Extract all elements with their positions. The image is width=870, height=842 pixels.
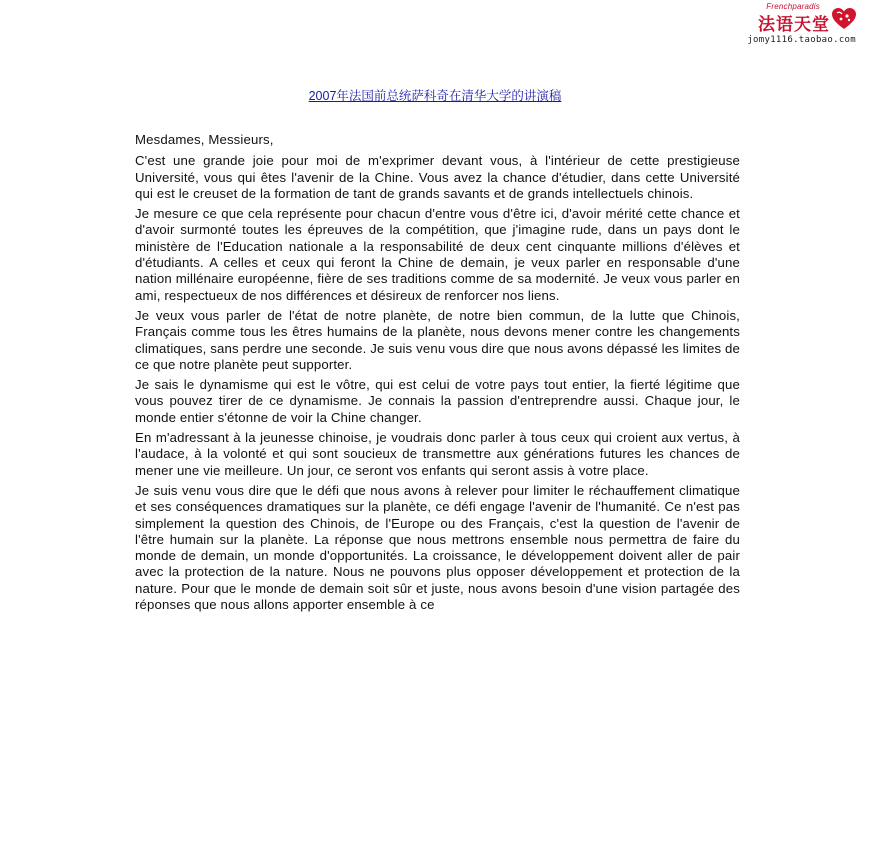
brand-logo — [730, 2, 860, 46]
document-title-link[interactable]: 2007年法国前总统萨科奇在清华大学的讲演稿 — [308, 89, 562, 103]
paragraph-6: Je suis venu vous dire que le défi que nous avons à relever pour limiter le réchauffement climatique et ses conséquences dramatiques sur la planète, ce défi engage l'avenir de l'humanité. Ce n'est pas simplement la question des Chinois, de l'Europe ou des Français, c'est la question de l'avenir de l'être humain sur la planète. La réponse que nous mettrons ensemble nous permettra de faire du monde de demain, un monde d'opportunités. La croissance, le développement doivent aller de pair avec la protection de la nature. Nous ne pouvons plus opposer développement et protection de la nature. Pour que le monde de demain soit sûr et juste, nous avons besoin d'une vision partagée des réponses que nous allons apporter ensemble à ce — [135, 482, 740, 613]
speech-body — [135, 132, 740, 617]
heart-logo-icon — [832, 8, 856, 30]
paragraph-4: Je sais le dynamisme qui est le vôtre, qui est celui de votre pays tout entier, la fierté légitime que vous pouvez tirer de ce dynamisme. Je connais la passion d'entreprendre aussi. Chaque jour, le monde entier s'étonne de voir la Chine changer. — [135, 377, 740, 425]
greeting: Mesdames, Messieurs, — [135, 132, 274, 147]
paragraph-3: Je veux vous parler de l'état de notre planète, de notre bien commun, de la lutte que Chinois, Français comme tous les êtres humains de la planète, nous devons mener contre les changements climatiques, sans perdre une seconde. Je suis venu vous dire que nous avons dépassé les limites de ce que notre planète peut supporter. — [135, 307, 740, 372]
brand-english-name: Frenchparadis — [766, 2, 820, 11]
shop-url[interactable]: jomy1116.taobao.com — [747, 35, 856, 45]
paragraph-5: En m'adressant à la jeunesse chinoise, je voudrais donc parler à tous ceux qui croient aux vertus, à l'audace, à la volonté et qui sont soucieux de transmettre aux générations futures les chances de mener une vie meilleure. Un jour, ce seront vos enfants qui seront assis à votre place. — [135, 430, 740, 478]
brand-chinese-name: 法语天堂 — [758, 15, 830, 34]
paragraph-1: C'est une grande joie pour moi de m'exprimer devant vous, à l'intérieur de cette prestigieuse Université, vous qui êtes l'avenir de la Chine. Vous avez la chance d'étudier, dans cette Université qui est le creuset de la formation de tant de grands savants et de grands intellectuels chinois. — [135, 153, 740, 201]
paragraph-2: Je mesure ce que cela représente pour chacun d'entre vous d'être ici, d'avoir mérité cette chance et d'avoir surmonté toutes les épreuves de la compétition, que j'imagine rude, dans un pays dont le ministère de l'Education nationale a la responsabilité de deux cent cinquante millions d'élèves et d'étudiants. A celles et ceux qui feront la Chine de demain, je veux parler en responsable d'une nation millénaire européenne, fière de ses traditions comme de sa modernité. Je veux vous parler en ami, respectueux de nos différences et désireux de renforcer nos liens. — [135, 206, 740, 303]
